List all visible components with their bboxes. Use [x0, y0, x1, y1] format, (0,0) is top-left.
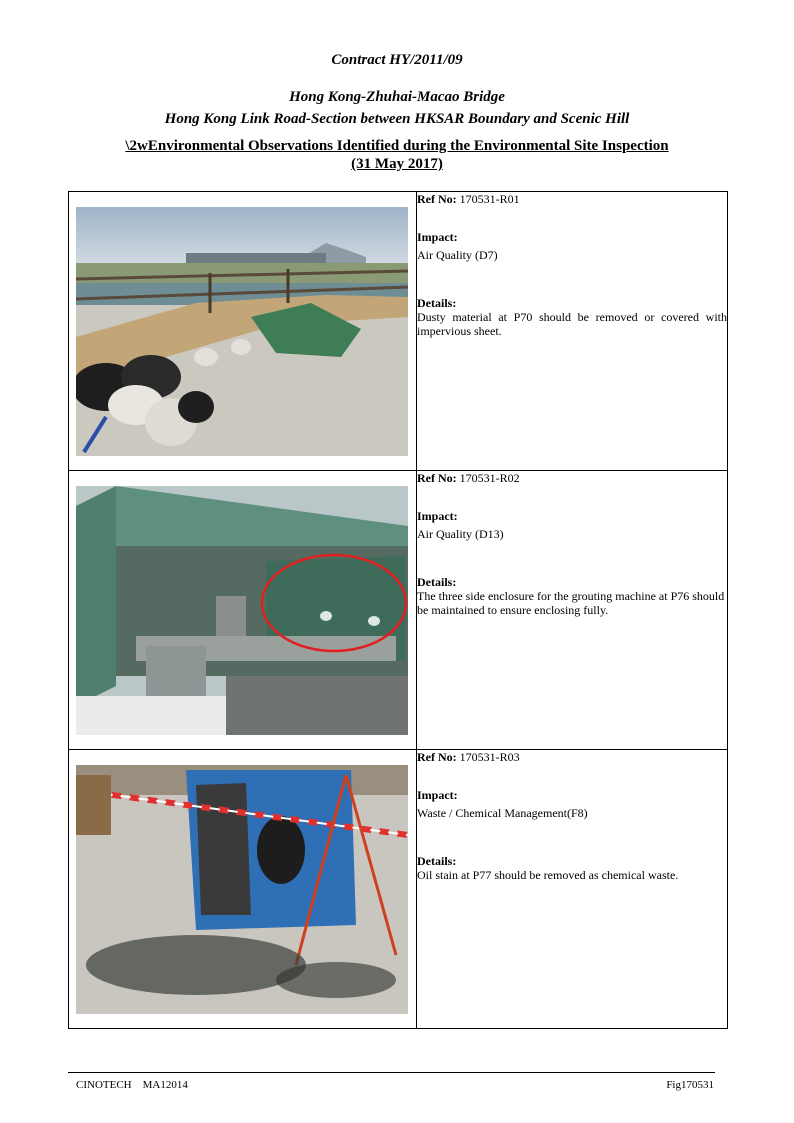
project-line-1: Hong Kong-Zhuhai-Macao Bridge	[289, 89, 505, 105]
details-label: Details:	[417, 296, 457, 310]
project-line-2: Hong Kong Link Road-Section between HKSAR Boundary and Scenic Hill	[164, 111, 630, 127]
ref-no	[417, 471, 727, 485]
observations-table	[68, 191, 728, 1029]
photo-cell	[69, 750, 417, 1029]
observation-details-cell	[417, 471, 728, 750]
observation-row	[69, 192, 728, 471]
footer-divider	[68, 1072, 715, 1073]
contract-number: Contract HY/2011/09	[331, 52, 463, 68]
ref-label: Ref No:	[417, 750, 457, 764]
impact-label: Impact:	[417, 230, 458, 244]
site-photo-dusty-material	[76, 207, 408, 456]
section-title-line-2: (31 May 2017)	[351, 156, 443, 172]
observation-row	[69, 471, 728, 750]
impact-label: Impact:	[417, 509, 458, 523]
ref-value: 170531-R03	[459, 750, 520, 764]
observation-details-cell	[417, 192, 728, 471]
footer-figure-number: Fig170531	[666, 1079, 714, 1091]
impact-value: Air Quality (D7)	[417, 248, 498, 262]
details-value: The three side enclosure for the grouting machine at P76 should be maintained to ensure enclosing fully.	[417, 589, 725, 617]
ref-no	[417, 192, 727, 206]
observation-row	[69, 750, 728, 1029]
site-photo-oil-stain	[76, 765, 408, 1014]
section-title	[0, 137, 794, 173]
photo-cell	[69, 471, 417, 750]
impact-value: Air Quality (D13)	[417, 527, 504, 541]
ref-value: 170531-R01	[459, 192, 520, 206]
details-label: Details:	[417, 854, 457, 868]
details-value: Oil stain at P77 should be removed as chemical waste.	[417, 868, 679, 882]
impact-label: Impact:	[417, 788, 458, 802]
ref-no	[417, 750, 727, 764]
footer-company: CINOTECH	[76, 1079, 132, 1091]
ref-label: Ref No:	[417, 192, 457, 206]
impact-value: Waste / Chemical Management(F8)	[417, 806, 588, 820]
details-label: Details:	[417, 575, 457, 589]
photo-cell	[69, 192, 417, 471]
ref-value: 170531-R02	[459, 471, 520, 485]
observation-details-cell	[417, 750, 728, 1029]
site-photo-grouting-enclosure	[76, 486, 408, 735]
footer-left	[76, 1079, 188, 1091]
details-value: Dusty material at P70 should be removed or covered with impervious sheet.	[417, 310, 727, 338]
ref-label: Ref No:	[417, 471, 457, 485]
project-title	[0, 86, 794, 130]
section-title-line-1: \2wEnvironmental Observations Identified during the Environmental Site Inspection	[125, 138, 669, 154]
footer-doc-code: MA12014	[142, 1079, 188, 1091]
